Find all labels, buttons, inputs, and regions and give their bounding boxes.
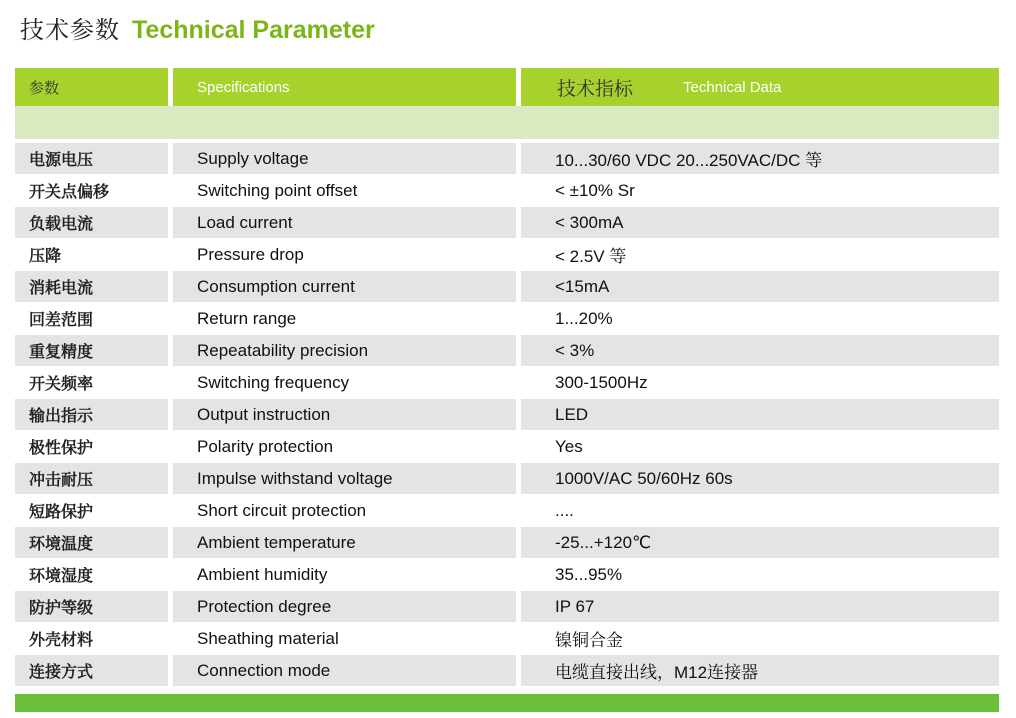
row-specification-en: Impulse withstand voltage [173, 463, 516, 495]
header-parameter: 参数 [15, 68, 168, 106]
row-technical-value: Yes [521, 431, 999, 463]
row-specification-en: Output instruction [173, 399, 516, 431]
row-specification-en: Short circuit protection [173, 495, 516, 527]
row-specification-en: Polarity protection [173, 431, 516, 463]
table-row [15, 591, 999, 623]
row-specification-en: Ambient humidity [173, 559, 516, 591]
row-parameter-cn: 开关频率 [15, 367, 168, 399]
page-title [20, 10, 375, 45]
table-row [15, 143, 999, 175]
row-technical-value: <15mA [521, 271, 999, 303]
row-parameter-cn: 电源电压 [15, 143, 168, 175]
row-parameter-cn: 负载电流 [15, 207, 168, 239]
row-technical-value: 300-1500Hz [521, 367, 999, 399]
row-parameter-cn: 输出指示 [15, 399, 168, 431]
row-technical-value: 1000V/AC 50/60Hz 60s [521, 463, 999, 495]
table-row [15, 175, 999, 207]
table-row [15, 239, 999, 271]
table-row [15, 559, 999, 591]
table-row [15, 655, 999, 687]
row-parameter-cn: 极性保护 [15, 431, 168, 463]
row-parameter-cn: 开关点偏移 [15, 175, 168, 207]
table-row [15, 335, 999, 367]
page-title-cn: 技术参数 [20, 16, 120, 44]
table-row [15, 623, 999, 655]
row-specification-en: Return range [173, 303, 516, 335]
header-technical-data [521, 68, 999, 106]
row-parameter-cn: 短路保护 [15, 495, 168, 527]
table-footer-bar [15, 694, 999, 712]
table-row [15, 271, 999, 303]
row-parameter-cn: 回差范围 [15, 303, 168, 335]
row-specification-en: Switching point offset [173, 175, 516, 207]
row-technical-value: 10...30/60 VDC 20...250VAC/DC 等 [521, 143, 999, 175]
row-parameter-cn: 防护等级 [15, 591, 168, 623]
row-technical-value: < 300mA [521, 207, 999, 239]
header-technical-data-en: Technical Data [683, 78, 782, 96]
table-header [15, 68, 999, 106]
header-technical-data-cn: 技术指标 [557, 77, 634, 100]
row-specification-en: Load current [173, 207, 516, 239]
table-subheader-band [15, 106, 999, 139]
row-technical-value: -25...+120℃ [521, 527, 999, 559]
row-technical-value: 电缆直接出线，M12连接器 [521, 655, 999, 687]
table-row [15, 367, 999, 399]
row-technical-value: .... [521, 495, 999, 527]
table-row [15, 399, 999, 431]
row-specification-en: Consumption current [173, 271, 516, 303]
row-parameter-cn: 环境湿度 [15, 559, 168, 591]
row-parameter-cn: 压降 [15, 239, 168, 271]
row-technical-value: < 2.5V 等 [521, 239, 999, 271]
table-row [15, 463, 999, 495]
row-technical-value: 镍铜合金 [521, 623, 999, 655]
row-specification-en: Sheathing material [173, 623, 516, 655]
table-row [15, 495, 999, 527]
row-parameter-cn: 连接方式 [15, 655, 168, 687]
row-parameter-cn: 环境温度 [15, 527, 168, 559]
row-technical-value: 1...20% [521, 303, 999, 335]
row-technical-value: LED [521, 399, 999, 431]
row-technical-value: < 3% [521, 335, 999, 367]
row-specification-en: Connection mode [173, 655, 516, 687]
table-row [15, 303, 999, 335]
row-technical-value: < ±10% Sr [521, 175, 999, 207]
parameter-table [15, 68, 999, 712]
table-row [15, 431, 999, 463]
table-row [15, 527, 999, 559]
row-specification-en: Pressure drop [173, 239, 516, 271]
row-specification-en: Ambient temperature [173, 527, 516, 559]
row-specification-en: Switching frequency [173, 367, 516, 399]
row-parameter-cn: 重复精度 [15, 335, 168, 367]
row-technical-value: IP 67 [521, 591, 999, 623]
row-parameter-cn: 冲击耐压 [15, 463, 168, 495]
row-parameter-cn: 外壳材料 [15, 623, 168, 655]
row-parameter-cn: 消耗电流 [15, 271, 168, 303]
page-title-en: Technical Parameter [132, 16, 375, 44]
table-body [15, 143, 999, 687]
row-technical-value: 35...95% [521, 559, 999, 591]
header-specifications: Specifications [173, 68, 516, 106]
table-row [15, 207, 999, 239]
row-specification-en: Repeatability precision [173, 335, 516, 367]
row-specification-en: Supply voltage [173, 143, 516, 175]
row-specification-en: Protection degree [173, 591, 516, 623]
